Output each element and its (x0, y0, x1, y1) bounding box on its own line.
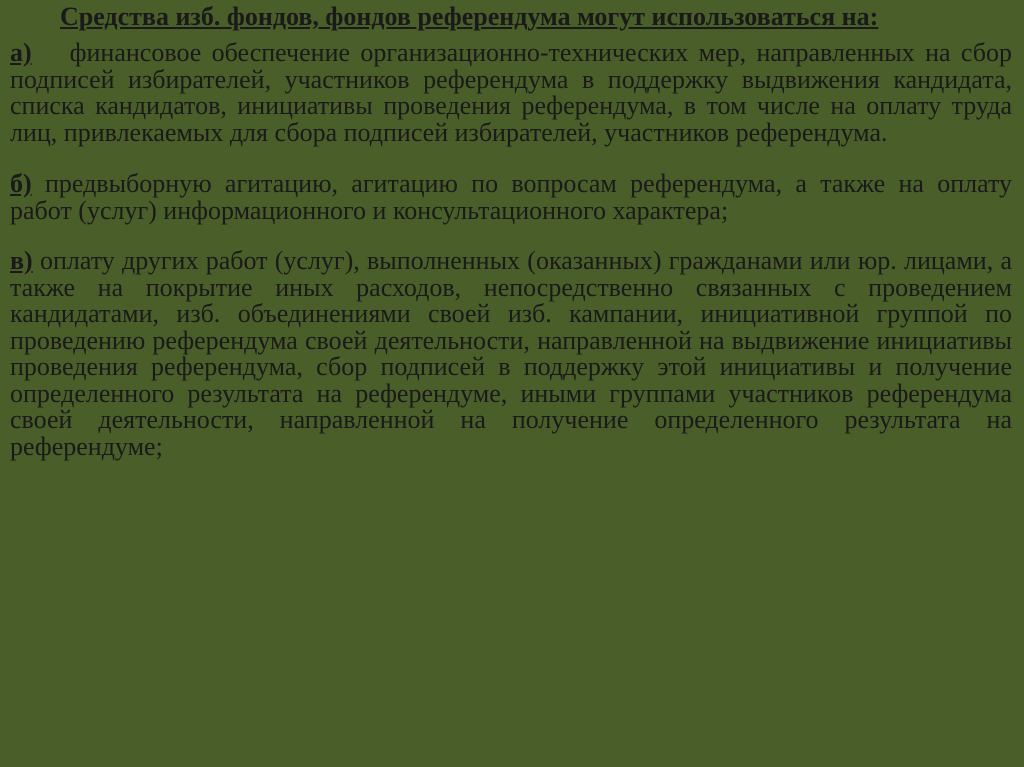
list-item-c (10, 248, 1012, 460)
item-text-c: оплату других работ (услуг), выполненных (оказанных) гражданами или юр. лицами, а также на покрытие иных расходов, непосредственно связанных с проведением кандидатами, изб. объединениями своей изб. кампании, инициативной группой по проведению референдума своей деятельности, направленной на выдвижение инициативы проведения референдума, сбор подписей в поддержку этой инициативы и получение определенного результата на референдуме, иными группами участников референдума своей деятельности, направленной на получение определенного результата на референдуме; (10, 246, 1012, 461)
item-marker-a: а) (10, 38, 32, 67)
item-marker-b: б) (10, 169, 32, 198)
item-text-b: предвыборную агитацию, агитацию по вопросам референдума, а также на оплату работ (услуг) информационного и консультационного характера; (10, 169, 1013, 225)
list-item-a (10, 40, 1012, 146)
item-text-a: финансовое обеспечение организационно-технических мер, направленных на сбор подписей избирателей, участников референдума в поддержку выдвижения кандидата, списка кандидатов, инициативы проведения референдума, в том числе на оплату труда лиц, привлекаемых для сбора подписей избирателей, участников референдума. (10, 38, 1012, 147)
item-marker-c: в) (10, 246, 33, 275)
list-item-b (10, 171, 1012, 224)
slide-heading: Средства изб. фондов, фондов референдума могут использоваться на: (60, 2, 879, 31)
